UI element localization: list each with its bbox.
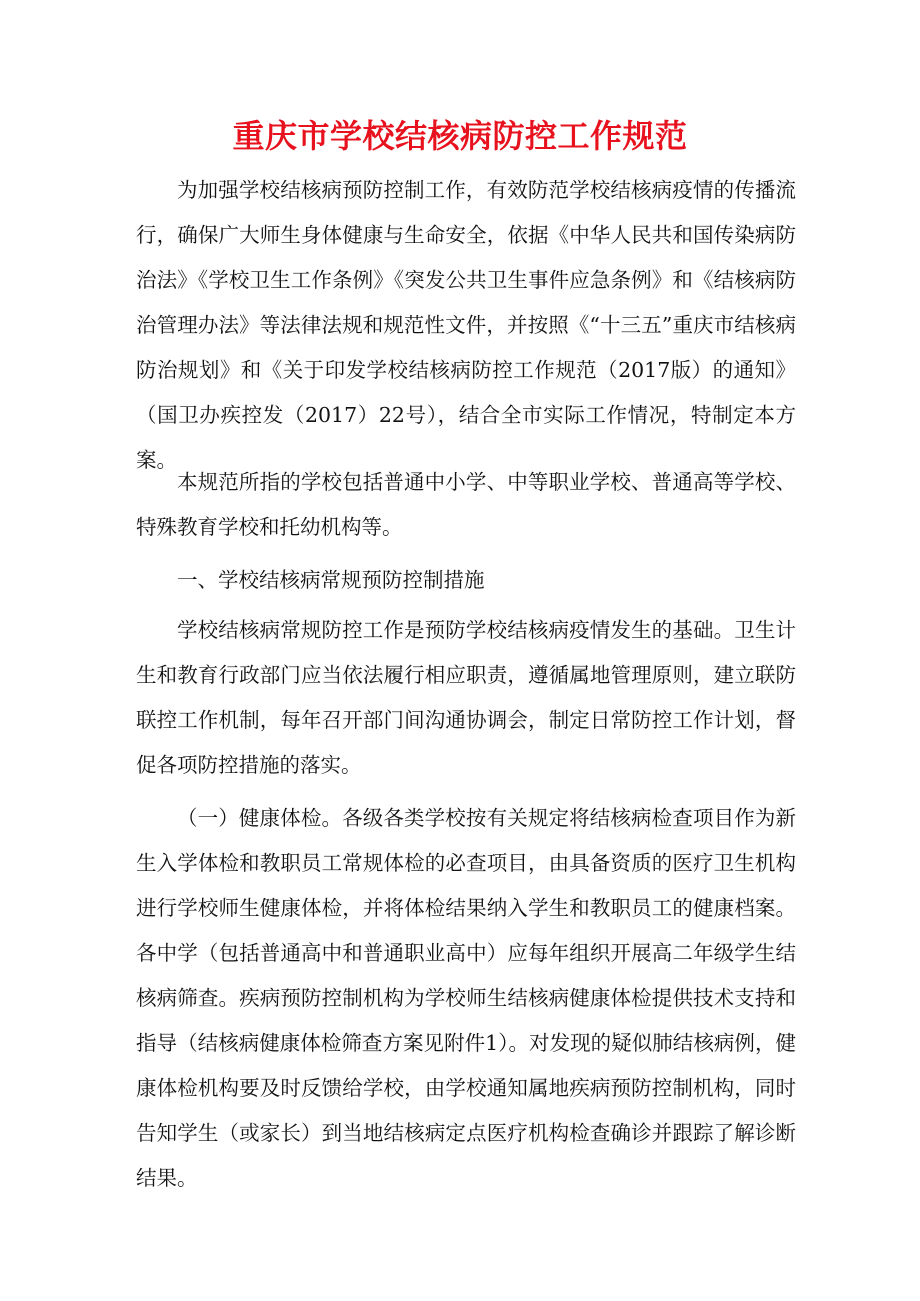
- document-title: 重庆市学校结核病防控工作规范: [232, 117, 688, 155]
- paragraph-health-check: （一）健康体检。各级各类学校按有关规定将结核病检查项目作为新生入学体检和教职员工常规体检的必查项目，由具备资质的医疗卫生机构进行学校师生健康体检，并将体检结果纳入学生和教职员工的健康档案。各中学（包括普通高中和普通职业高中）应每年组织开展高二年级学生结核病筛查。疾病预防控制机构为学校师生结核病健康体检提供技术支持和指导（结核病健康体检筛查方案见附件1）。对发现的疑似肺结核病例，健康体检机构要及时反馈给学校，由学校通知属地疾病预防控制机构，同时告知学生（或家长）到当地结核病定点医疗机构检查确诊并跟踪了解诊断结果。: [136, 806, 796, 1190]
- section-heading-1: 一、学校结核病常规预防控制措施: [177, 568, 485, 592]
- paragraph-intro: 为加强学校结核病预防控制工作，有效防范学校结核病疫情的传播流行，确保广大师生身体健康与生命安全，依据《中华人民共和国传染病防治法》《学校卫生工作条例》《突发公共卫生事件应急条例》和《结核病防治管理办法》等法律法规和规范性文件，并按照《“十三五”重庆市结核病防治规划》和《关于印发学校结核病防控工作规范（2017版）的通知》（国卫办疾控发（2017）22号），结合全市实际工作情况，特制定本方案。: [136, 178, 796, 472]
- paragraph-routine-control: 学校结核病常规防控工作是预防学校结核病疫情发生的基础。卫生计生和教育行政部门应当依法履行相应职责，遵循属地管理原则，建立联防联控工作机制，每年召开部门间沟通协调会，制定日常防控工作计划，督促各项防控措施的落实。: [136, 618, 796, 777]
- paragraph-scope: 本规范所指的学校包括普通中小学、中等职业学校、普通高等学校、特殊教育学校和托幼机构等。: [136, 470, 796, 539]
